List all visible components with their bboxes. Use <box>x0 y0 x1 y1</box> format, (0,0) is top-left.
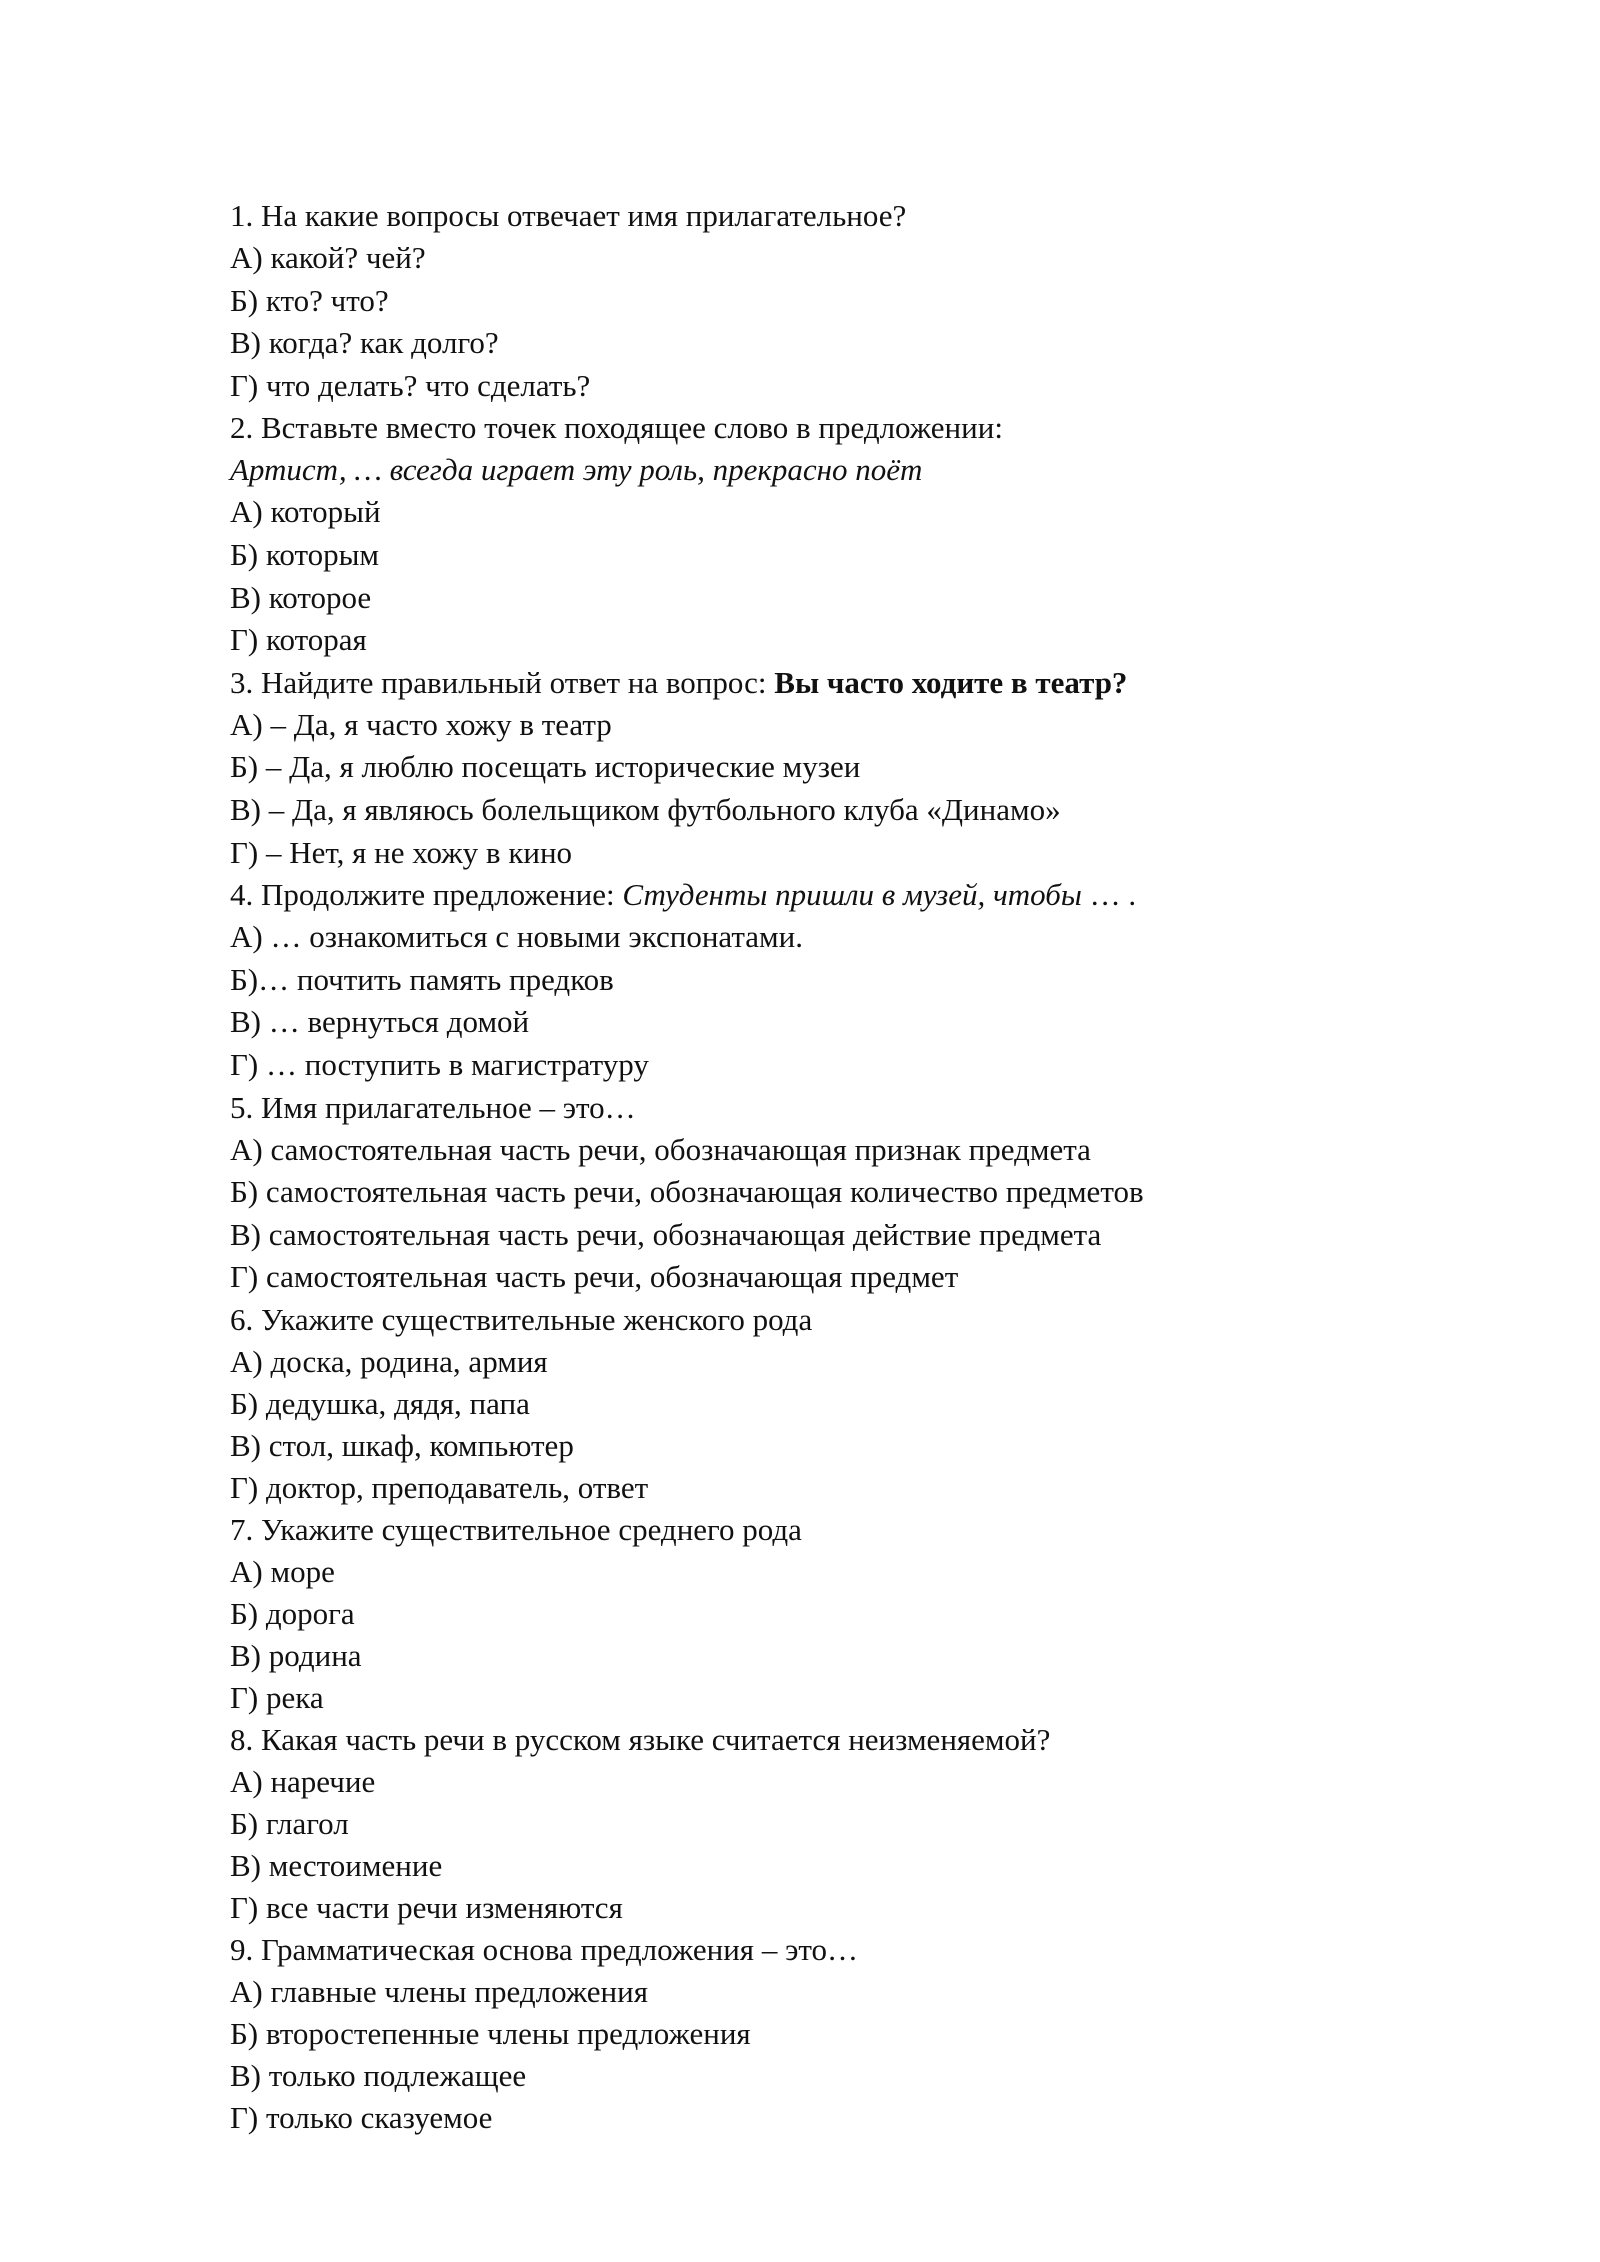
question-5-option-a: А) самостоятельная часть речи, обозначающая признак предмета <box>230 1131 1091 1167</box>
test-content <box>230 195 1410 2139</box>
question-1-option-a: А) какой? чей? <box>230 240 426 275</box>
question-7: 7. Укажите существительное среднего рода <box>230 1511 802 1547</box>
question-2-example: Артист, … всегда играет эту роль, прекрасно поёт <box>230 452 923 488</box>
question-4-example: Студенты пришли в музей, чтобы <box>622 877 1082 913</box>
question-6-option-v: В) стол, шкаф, компьютер <box>230 1427 574 1463</box>
question-3-text: 3. Найдите правильный ответ на вопрос: <box>230 664 775 700</box>
question-8-option-a: А) наречие <box>230 1763 376 1799</box>
question-6-option-a: А) доска, родина, армия <box>230 1343 548 1379</box>
question-4 <box>230 874 1410 916</box>
question-3-option-g: Г) – Нет, я не хожу в кино <box>230 834 573 870</box>
question-9-option-v: В) только подлежащее <box>230 2057 527 2093</box>
question-9-option-g: Г) только сказуемое <box>230 2099 493 2135</box>
question-1-option-g: Г) что делать? что сделать? <box>230 367 591 403</box>
question-5: 5. Имя прилагательное – это… <box>230 1089 636 1125</box>
question-4-option-v: В) … вернуться домой <box>230 1004 530 1040</box>
question-2-option-b: Б) которым <box>230 536 380 572</box>
question-3-emphasis: Вы часто ходите в театр? <box>774 664 1128 700</box>
question-7-option-b: Б) дорога <box>230 1595 355 1631</box>
question-8-option-g: Г) все части речи изменяются <box>230 1889 623 1925</box>
question-1-option-v: В) когда? как долго? <box>230 325 499 361</box>
question-6-option-g: Г) доктор, преподаватель, ответ <box>230 1469 649 1505</box>
question-7-option-a: А) море <box>230 1553 335 1589</box>
question-4-option-b: Б)… почтить память предков <box>230 961 614 997</box>
question-8-option-b: Б) глагол <box>230 1805 349 1841</box>
question-5-option-b: Б) самостоятельная часть речи, обозначающая количество предметов <box>230 1174 1144 1210</box>
question-2-option-g: Г) которая <box>230 622 367 658</box>
question-8-option-v: В) местоимение <box>230 1847 443 1883</box>
question-2-option-v: В) которое <box>230 579 372 615</box>
question-2-option-a: А) который <box>230 494 381 530</box>
question-9-option-a: А) главные члены предложения <box>230 1973 649 2009</box>
question-7-option-v: В) родина <box>230 1637 362 1673</box>
question-4-tail: … . <box>1081 877 1137 913</box>
question-7-option-g: Г) река <box>230 1679 324 1715</box>
question-3-option-v: В) – Да, я являюсь болельщиком футбольного клуба «Динамо» <box>230 791 1061 827</box>
question-1: 1. На какие вопросы отвечает имя прилагательное? <box>230 198 907 233</box>
question-3-option-a: А) – Да, я часто хожу в театр <box>230 706 612 742</box>
question-4-option-a: А) … ознакомиться с новыми экспонатами. <box>230 919 804 955</box>
question-4-text: 4. Продолжите предложение: <box>230 877 623 913</box>
question-2: 2. Вставьте вместо точек походящее слово в предложении: <box>230 410 1003 446</box>
question-3-option-b: Б) – Да, я люблю посещать исторические музеи <box>230 749 861 785</box>
question-8: 8. Какая часть речи в русском языке считается неизменяемой? <box>230 1721 1051 1757</box>
question-9-option-b: Б) второстепенные члены предложения <box>230 2015 751 2051</box>
question-5-option-v: В) самостоятельная часть речи, обозначающая действие предмета <box>230 1216 1102 1252</box>
question-6-option-b: Б) дедушка, дядя, папа <box>230 1385 530 1421</box>
question-1-option-b: Б) кто? что? <box>230 282 389 318</box>
question-4-option-g: Г) … поступить в магистратуру <box>230 1046 649 1082</box>
question-3 <box>230 662 1410 704</box>
question-6: 6. Укажите существительные женского рода <box>230 1301 813 1337</box>
question-9: 9. Грамматическая основа предложения – это… <box>230 1931 859 1967</box>
question-5-option-g: Г) самостоятельная часть речи, обозначающая предмет <box>230 1259 959 1295</box>
